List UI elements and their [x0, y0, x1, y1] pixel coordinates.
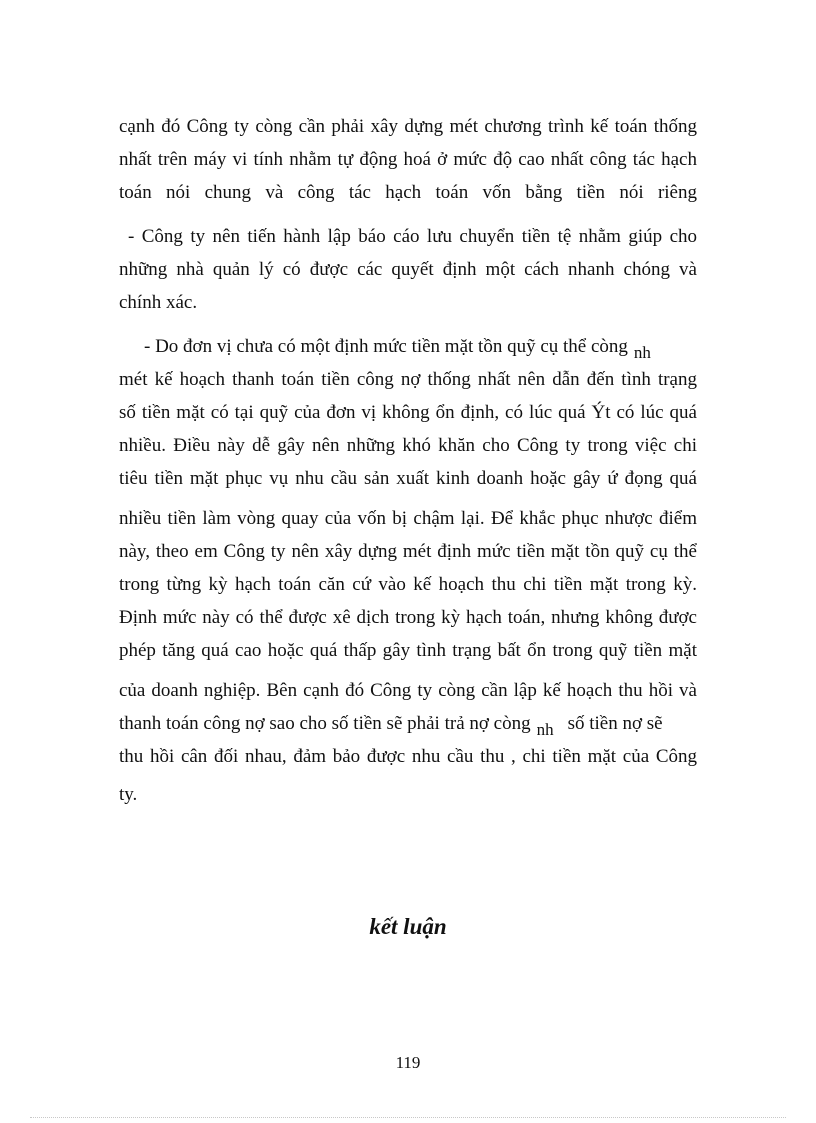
paragraph3-line12 — [119, 713, 697, 739]
paragraph3-line10: phép tăng quá cao hoặc quá thấp gây tình trạng bất ổn trong quỹ tiền mặt — [119, 640, 697, 661]
paragraph1-line2: nhất trên máy vi tính nhằm tự động hoá ở mức độ cao nhất công tác hạch — [119, 149, 697, 170]
paragraph3-line1-sub: nh — [633, 343, 651, 362]
paragraph1-line1: cạnh đó Công ty còng cần phải xây dựng mét chương trình kế toán thống — [119, 116, 697, 137]
paragraph3-line7: này, theo em Công ty nên xây dựng mét định mức tiền mặt tồn quỹ cụ thể — [119, 541, 697, 562]
section-heading: kết luận — [369, 914, 447, 939]
page-border-bottom — [30, 1117, 786, 1118]
paragraph3-line12-after: số tiền nợ sẽ — [567, 713, 663, 734]
paragraph3-line1-text: - Do đơn vị chưa có một định mức tiền mặt tồn quỹ cụ thể còng — [144, 336, 628, 357]
paragraph2-line2: những nhà quản lý có được các quyết định một cách nhanh chóng và — [119, 259, 697, 280]
paragraph3-line5: tiêu tiền mặt phục vụ nhu cầu sản xuất kinh doanh hoặc gây ứ đọng quá — [119, 468, 697, 489]
paragraph3-line11: của doanh nghiệp. Bên cạnh đó Công ty còng cần lập kế hoạch thu hồi và — [119, 680, 697, 701]
paragraph3-line14: ty. — [119, 784, 138, 805]
paragraph3-line2: mét kế hoạch thanh toán tiền công nợ thống nhất nên dẫn đến tình trạng — [119, 369, 697, 390]
paragraph3-line9: Định mức này có thể được xê dịch trong kỳ hạch toán, nhưng không được — [119, 607, 697, 628]
paragraph3-line12-before: thanh toán công nợ sao cho số tiền sẽ phải trả nợ còng — [119, 713, 531, 734]
paragraph3-line4: nhiều. Điều này dễ gây nên những khó khăn cho Công ty trong việc chi — [119, 435, 697, 456]
paragraph1-line3: toán nói chung và công tác hạch toán vốn bằng tiền nói riêng — [119, 182, 697, 203]
paragraph2-line1: - Công ty nên tiến hành lập báo cáo lưu chuyển tiền tệ nhằm giúp cho — [128, 226, 697, 247]
paragraph3-line8: trong từng kỳ hạch toán căn cứ vào kế hoạch thu chi tiền mặt trong kỳ. — [119, 574, 697, 595]
paragraph3-line12-sub: nh — [536, 720, 554, 739]
page-number: 119 — [395, 1053, 421, 1072]
paragraph3-line1 — [144, 336, 692, 362]
paragraph3-line13: thu hồi cân đối nhau, đảm bảo được nhu cầu thu , chi tiền mặt của Công — [119, 746, 697, 767]
paragraph2-line3: chính xác. — [119, 292, 198, 313]
paragraph3-line6: nhiều tiền làm vòng quay của vốn bị chậm lại. Để khắc phục nhược điểm — [119, 508, 697, 529]
paragraph3-line3: số tiền mặt có tại quỹ của đơn vị không ổn định, có lúc quá Ýt có lúc quá — [119, 402, 697, 423]
